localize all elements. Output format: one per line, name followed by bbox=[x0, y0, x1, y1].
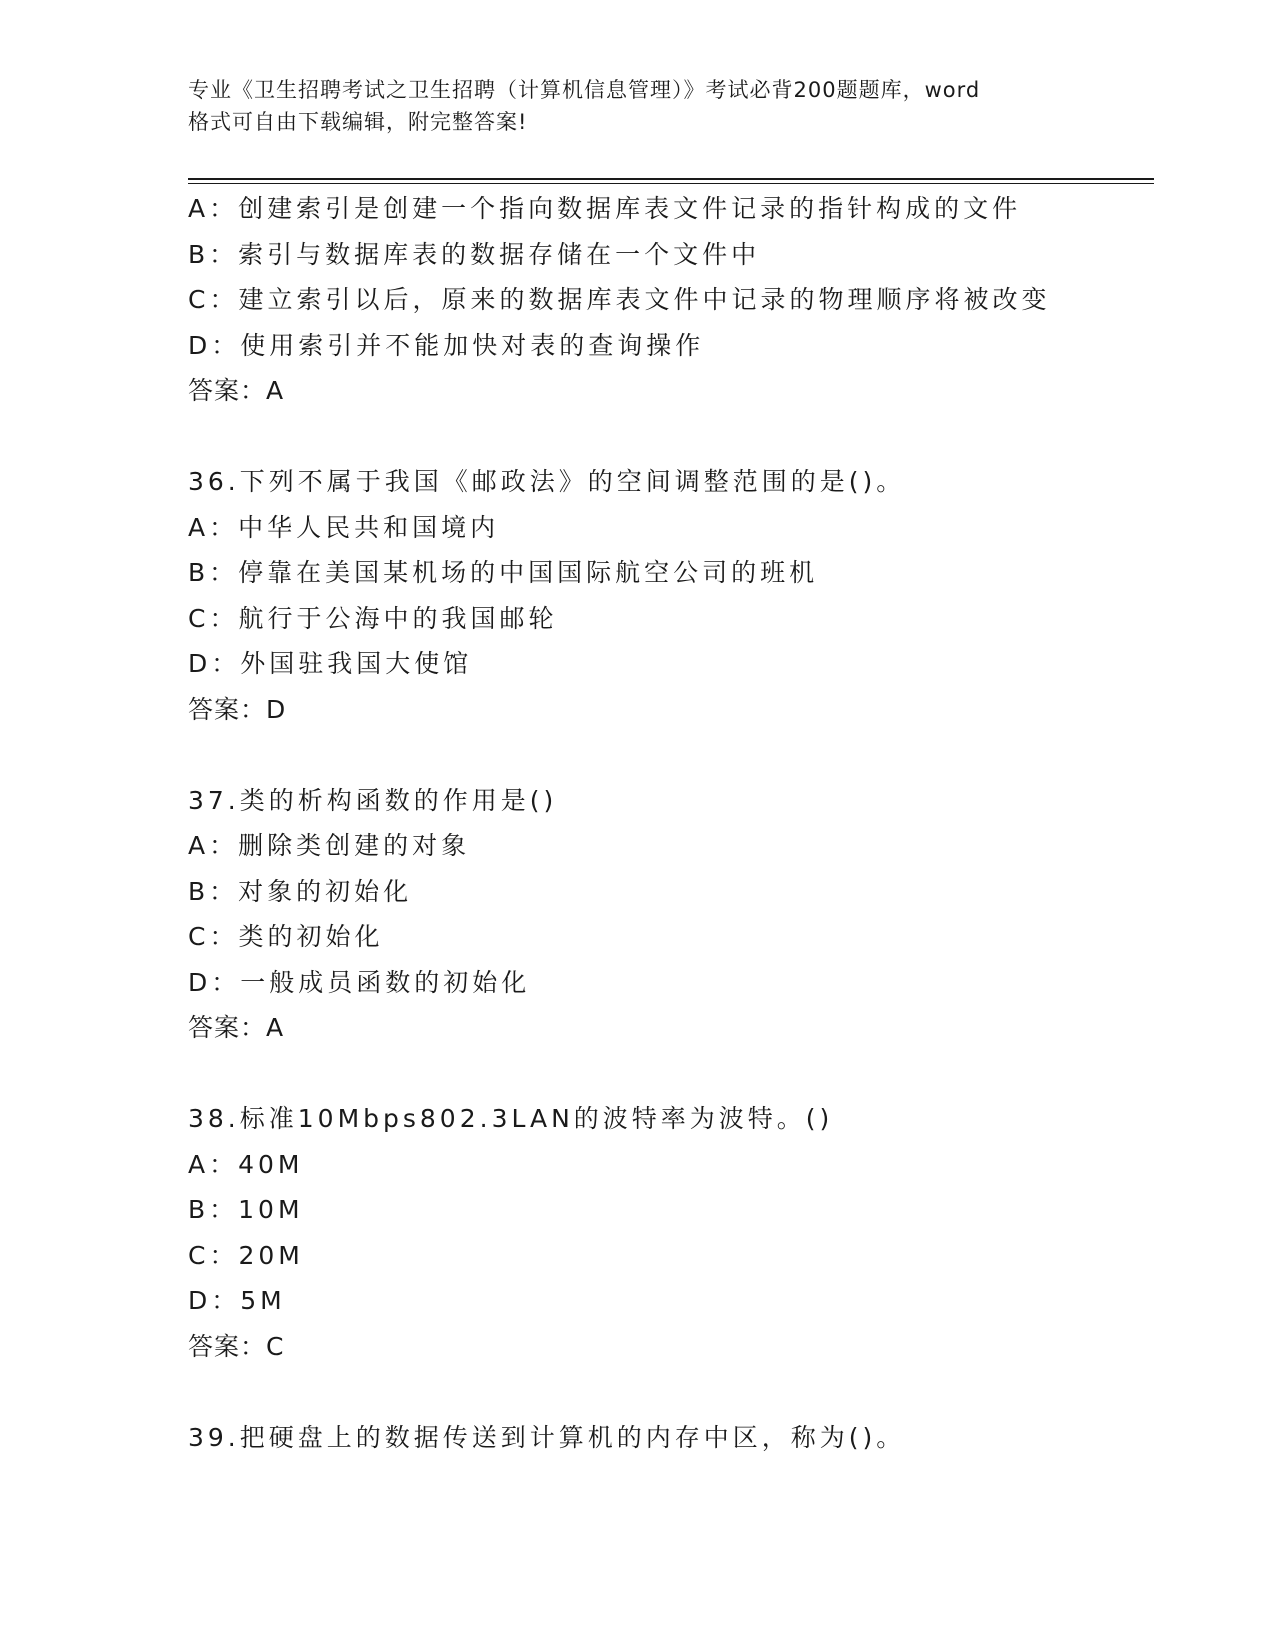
option-c: C：航行于公海中的我国邮轮 bbox=[188, 603, 558, 633]
option-a: A：中华人民共和国境内 bbox=[188, 512, 500, 542]
header-title-line-1: 专业《卫生招聘考试之卫生招聘（计算机信息管理）》考试必背200题题库，word bbox=[188, 78, 981, 102]
spacer bbox=[188, 414, 1154, 460]
option-a: A：40M bbox=[188, 1149, 304, 1179]
spacer bbox=[188, 1369, 1154, 1415]
answer-label: 答案：C bbox=[188, 1331, 285, 1361]
question-text: 39.把硬盘上的数据传送到计算机的内存中区，称为()。 bbox=[188, 1422, 906, 1452]
question-35-block bbox=[188, 186, 1154, 414]
document-header bbox=[188, 74, 1088, 138]
option-a: A：删除类创建的对象 bbox=[188, 831, 471, 860]
option-d: D：外国驻我国大使馆 bbox=[188, 649, 473, 678]
option-a: A：创建索引是创建一个指向数据库表文件记录的指针构成的文件 bbox=[188, 194, 1022, 223]
header-title-line-2: 格式可自由下载编辑，附完整答案! bbox=[188, 110, 528, 134]
option-d: D：使用索引并不能加快对表的查询操作 bbox=[188, 330, 705, 360]
question-37-block bbox=[188, 778, 1154, 1051]
option-d: D：一般成员函数的初始化 bbox=[188, 967, 531, 997]
question-text: 37.类的析构函数的作用是() bbox=[188, 785, 558, 815]
option-c: C：建立索引以后，原来的数据库表文件中记录的物理顺序将被改变 bbox=[188, 285, 1051, 314]
answer-label: 答案：A bbox=[188, 376, 285, 405]
option-b: B：10M bbox=[188, 1195, 304, 1224]
question-39-block bbox=[188, 1415, 1154, 1461]
spacer bbox=[188, 732, 1154, 778]
option-c: C：20M bbox=[188, 1240, 304, 1270]
option-b: B：停靠在美国某机场的中国国际航空公司的班机 bbox=[188, 558, 819, 587]
question-text: 36.下列不属于我国《邮政法》的空间调整范围的是()。 bbox=[188, 467, 906, 496]
option-c: C：类的初始化 bbox=[188, 922, 384, 951]
option-d: D：5M bbox=[188, 1286, 286, 1315]
question-36-block bbox=[188, 459, 1154, 732]
question-text: 38.标准10Mbps802.3LAN的波特率为波特。() bbox=[188, 1104, 834, 1133]
question-list bbox=[188, 186, 1154, 1460]
question-38-block bbox=[188, 1096, 1154, 1369]
header-divider bbox=[188, 178, 1154, 184]
spacer bbox=[188, 1051, 1154, 1097]
option-b: B：对象的初始化 bbox=[188, 876, 413, 906]
answer-label: 答案：D bbox=[188, 694, 287, 724]
answer-label: 答案：A bbox=[188, 1013, 285, 1042]
option-b: B：索引与数据库表的数据存储在一个文件中 bbox=[188, 239, 761, 269]
